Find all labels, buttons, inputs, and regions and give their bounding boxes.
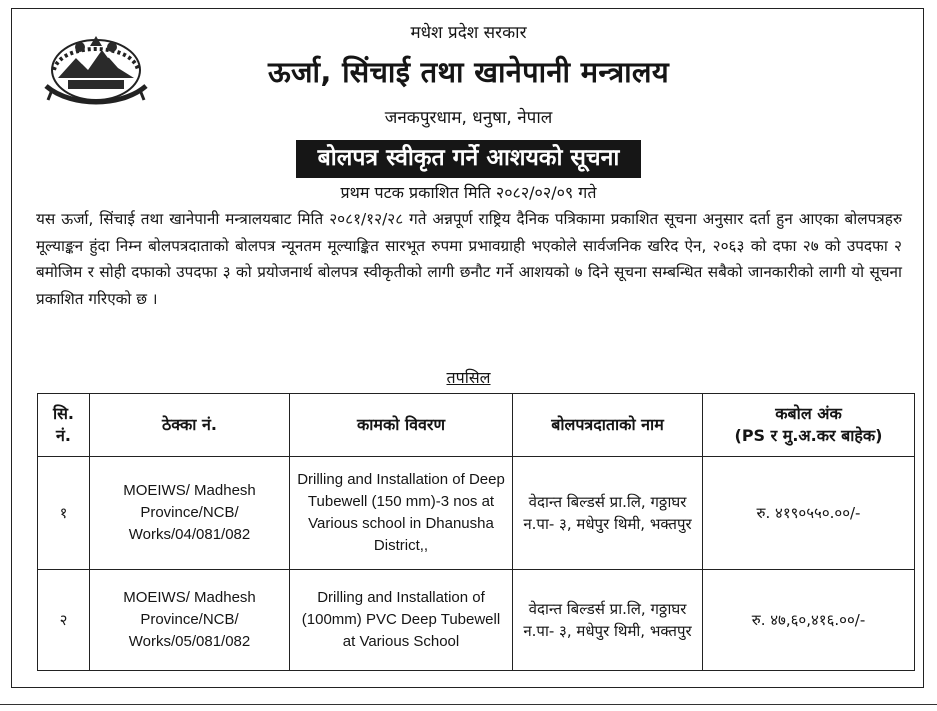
cell-sn: १	[38, 457, 90, 570]
table-row	[38, 457, 915, 570]
header-sn-line2: नं.	[56, 426, 71, 445]
header-amount	[703, 394, 915, 457]
cell-bidder: वेदान्त बिल्डर्स प्रा.लि, गठ्ठाघर न.पा- ३, मधेपुर थिमी, भक्तपुर	[513, 457, 703, 570]
header-bidder: बोलपत्रदाताको नाम	[513, 394, 703, 457]
notice-title-wrap	[0, 140, 937, 178]
cell-amount: रु. ४१९०५५०.००/-	[703, 457, 915, 570]
header-amount-line1: कबोल अंक	[775, 404, 842, 423]
header-sn	[38, 394, 90, 457]
cell-contract: MOEIWS/ Madhesh Province/NCB/ Works/05/081/082	[90, 570, 290, 671]
schedule-heading-wrap	[0, 366, 937, 388]
cell-sn: २	[38, 570, 90, 671]
cell-description: Drilling and Installation of (100mm) PVC Deep Tubewell at Various School	[290, 570, 513, 671]
header-description: कामको विवरण	[290, 394, 513, 457]
bid-table	[37, 393, 915, 671]
cell-bidder: वेदान्त बिल्डर्स प्रा.लि, गठ्ठाघर न.पा- ३, मधेपुर थिमी, भक्तपुर	[513, 570, 703, 671]
schedule-heading: तपसिल	[446, 368, 491, 387]
notice-paragraph: यस ऊर्जा, सिंचाई तथा खानेपानी मन्त्रालयबाट मिति २०८१/१२/२८ गते अन्नपूर्ण राष्ट्रिय दैनिक पत्रिकामा प्रकाशित सूचना अनुसार दर्ता हुन आएका बोलपत्रहरु मूल्याङ्कन हुंदा निम्न बोलपत्रदाताको बोलपत्र न्यूनतम मूल्याङ्कित सारभूत रुपमा प्रभावग्राही भएकोले सार्वजनिक खरिद ऐन, २०६३ को दफा २७ को उपदफा २ बमोजिम र सोही दफाको उपदफा ३ को प्रयोजनार्थ बोलपत्र स्वीकृतीको लागी छनौट गर्ने आशयको ७ दिने सूचना सम्बन्धित सबैको जानकारीको लागी यो सूचना प्रकाशित गरिएको छ ।	[36, 210, 902, 308]
header-sn-line1: सि.	[52, 404, 75, 423]
header-contract: ठेक्का नं.	[90, 394, 290, 457]
ministry-address: जनकपुरधाम, धनुषा, नेपाल	[384, 108, 553, 128]
bottom-rule	[0, 704, 937, 705]
table-row	[38, 570, 915, 671]
ministry-name: ऊर्जा, सिंचाई तथा खानेपानी मन्त्रालय	[267, 55, 670, 89]
notice-title: बोलपत्र स्वीकृत गर्ने आशयको सूचना	[296, 140, 642, 178]
cell-contract: MOEIWS/ Madhesh Province/NCB/ Works/04/081/082	[90, 457, 290, 570]
cell-description: Drilling and Installation of Deep Tubewell (150 mm)-3 nos at Various school in Dhanusha District,,	[290, 457, 513, 570]
publication-date: प्रथम पटक प्रकाशित मिति २०८२/०२/०९ गते	[340, 183, 597, 202]
header-amount-line2: (PS र मु.अ.कर बाहेक)	[734, 426, 883, 445]
government-name: मधेश प्रदेश सरकार	[410, 23, 527, 43]
cell-amount: रु. ४७,६०,४१६.००/-	[703, 570, 915, 671]
table-header-row	[38, 394, 915, 457]
